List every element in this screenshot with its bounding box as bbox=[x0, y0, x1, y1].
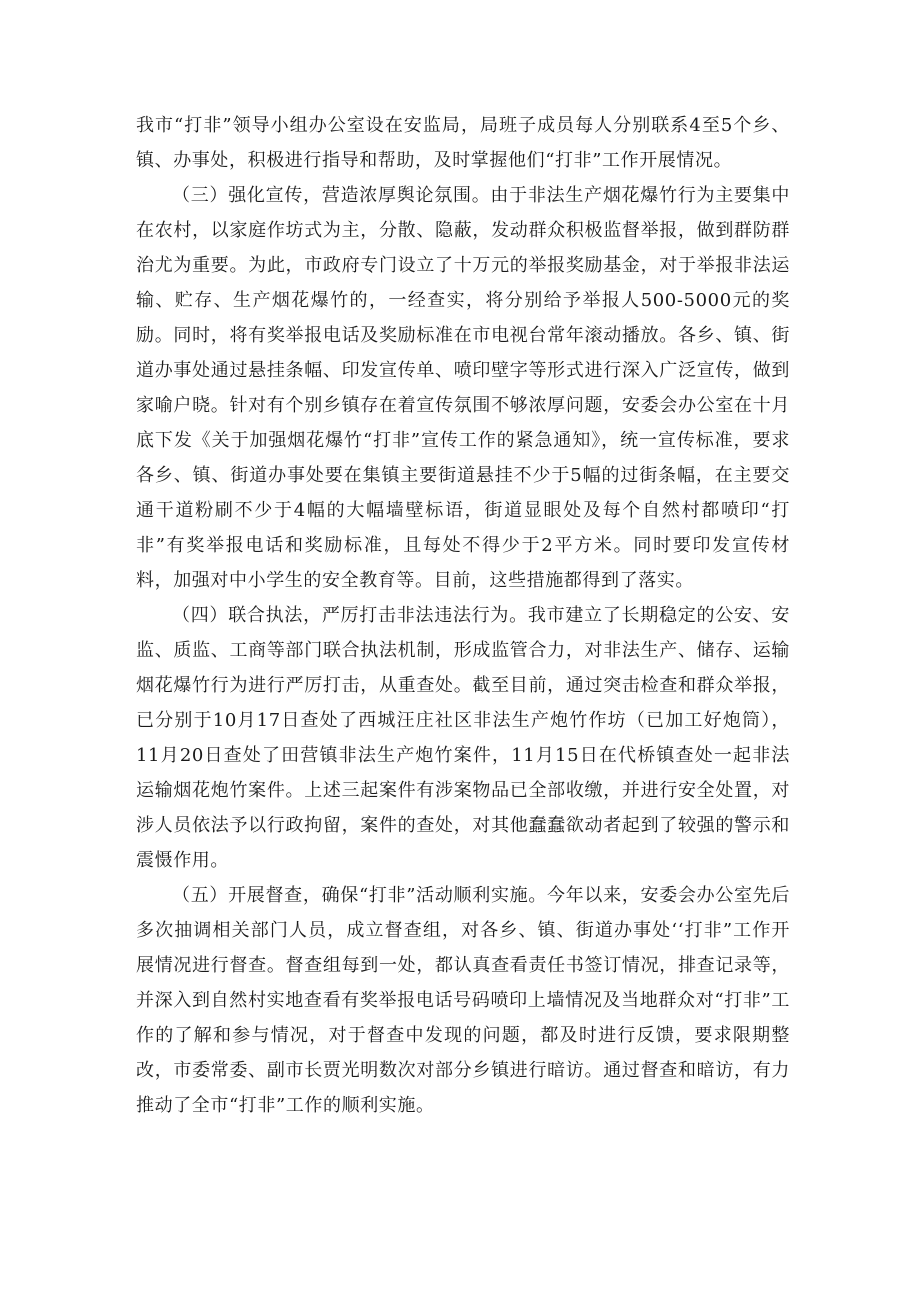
paragraph-supervision: （五）开展督查，确保“打非”活动顺利实施。今年以来，安委会办公室先后多次抽调相关部门人员，成立督查组，对各乡、镇、街道办事处‘‘打非”工作开展情况进行督查。督查组每到一处，都认真查看责任书签订情况，排查记录等，并深入到自然村实地查看有奖举报电话号码喷印上墙情况及当地群众对“打非”工作的了解和参与情况，对于督查中发现的问题，都及时进行反馈，要求限期整改，市委常委、副市长贾光明数次对部分乡镇进行暗访。通过督查和暗访，有力推动了全市“打非”工作的顺利实施。 bbox=[136, 885, 790, 1116]
paragraph-publicity: （三）强化宣传，营造浓厚舆论氛围。由于非法生产烟花爆竹行为主要集中在农村，以家庭作坊式为主，分散、隐蔽，发动群众积极监督举报，做到群防群治尤为重要。为此，市政府专门设立了十万元的举报奖励基金，对于举报非法运输、贮存、生产烟花爆竹的，一经查实，将分别给予举报人500-5000元的奖励。同时，将有奖举报电话及奖励标准在市电视台常年滚动播放。各乡、镇、街道办事处通过悬挂条幅、印发宣传单、喷印壁字等形式进行深入广泛宣传，做到家喻户晓。针对有个别乡镇存在着宣传氛围不够浓厚问题，安委会办公室在十月底下发《关于加强烟花爆竹“打非”宣传工作的紧急通知》，统一宣传标准，要求各乡、镇、街道办事处要在集镇主要街道悬挂不少于5幅的过街条幅，在主要交通干道粉刷不少于4幅的大幅墙壁标语，街道显眼处及每个自然村都喷印“打非”有奖举报电话和奖励标准，且每处不得少于2平方米。同时要印发宣传材料，加强对中小学生的安全教育等。目前，这些措施都得到了落实。 bbox=[136, 185, 790, 591]
paragraph-continuation: 我市“打非”领导小组办公室设在安监局，局班子成员每人分别联系4至5个乡、镇、办事处，积极进行指导和帮助，及时掌握他们“打非”工作开展情况。 bbox=[136, 115, 790, 171]
paragraph-joint-enforcement: （四）联合执法，严厉打击非法违法行为。我市建立了长期稳定的公安、安监、质监、工商等部门联合执法机制，形成监管合力，对非法生产、储存、运输烟花爆竹行为进行严厉打击，从重查处。截至目前，通过突击检查和群众举报，已分别于10月17日查处了西城汪庄社区非法生产炮竹作坊（已加工好炮筒），11月20日查处了田营镇非法生产炮竹案件，11月15日在代桥镇查处一起非法运输烟花炮竹案件。上述三起案件有涉案物品已全部收缴，并进行安全处置，对涉人员依法予以行政拘留，案件的查处，对其他蠢蠢欲动者起到了较强的警示和震慑作用。 bbox=[136, 605, 790, 871]
document-body bbox=[136, 108, 790, 1123]
